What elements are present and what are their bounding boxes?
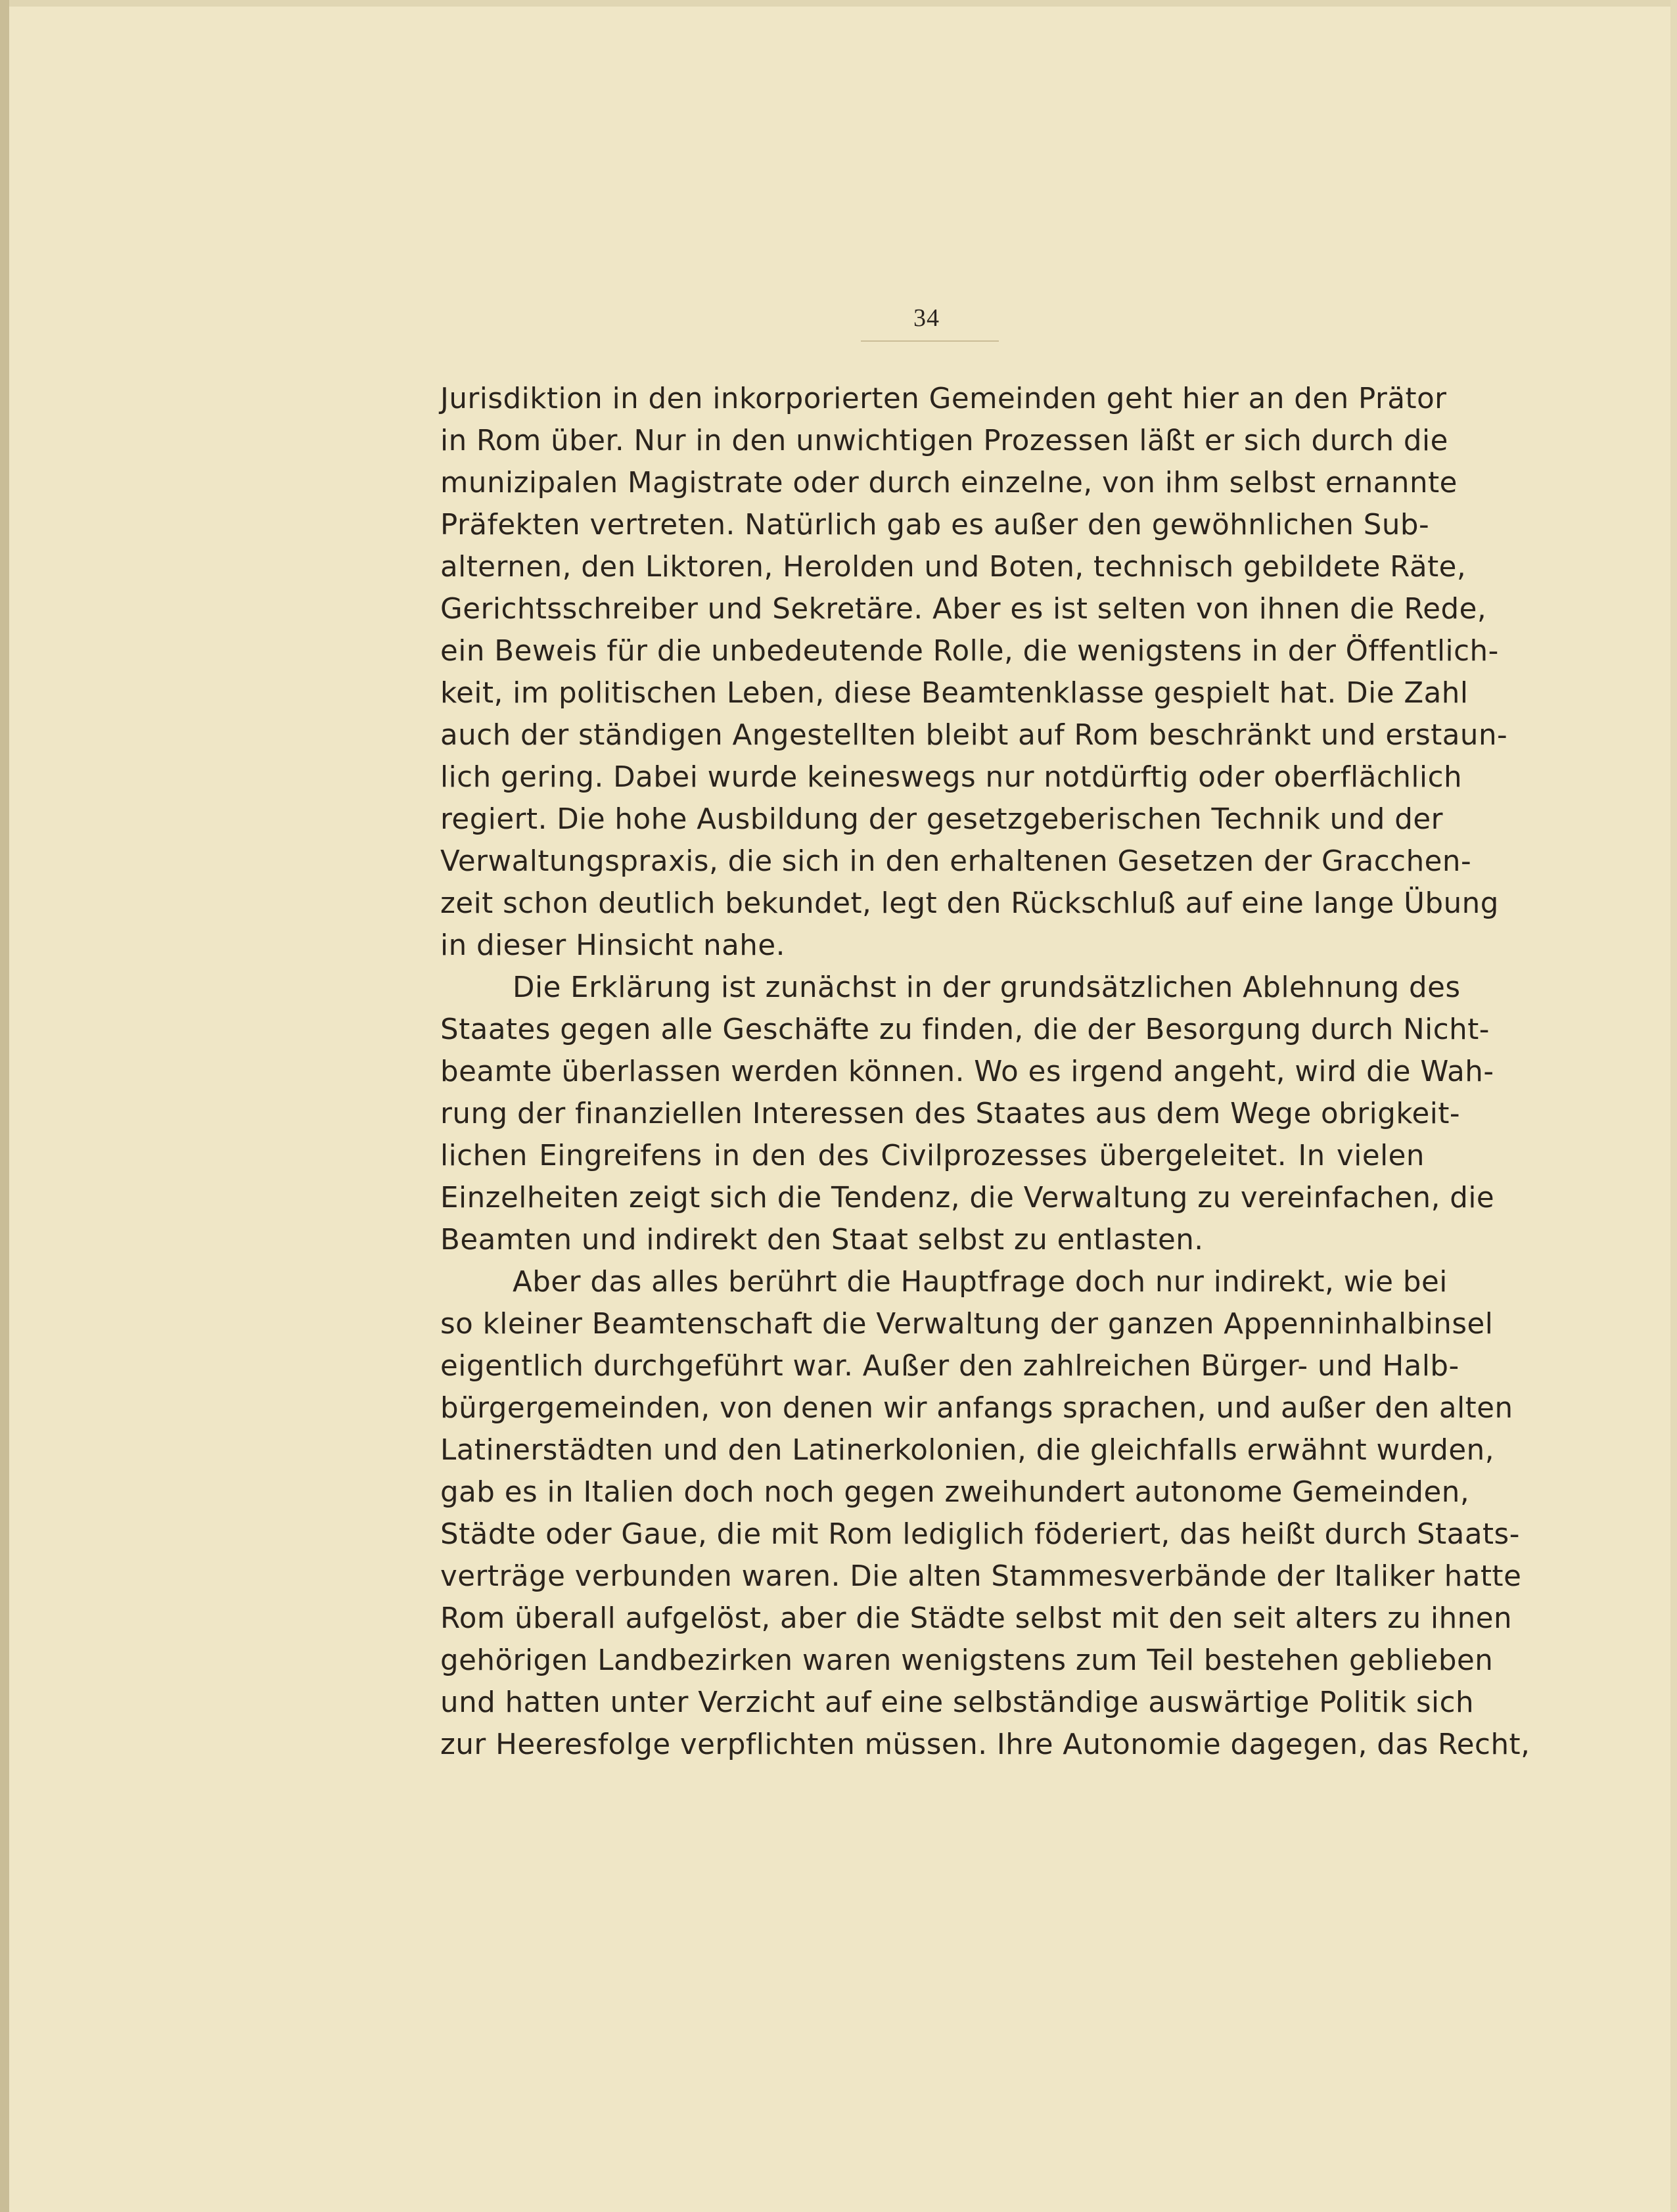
text-line: regiert. Die hohe Ausbildung der gesetzgeberischen Technik und der xyxy=(440,803,1443,836)
text-line: munizipalen Magistrate oder durch einzelne, von ihm selbst ernannte xyxy=(440,467,1458,499)
text-line: Staates gegen alle Geschäfte zu finden, die der Besorgung durch Nicht- xyxy=(440,1013,1490,1046)
text-line: lichen Eingreifens in den des Civilprozesses übergeleitet. In vielen xyxy=(440,1140,1425,1172)
text-line: in Rom über. Nur in den unwichtigen Prozessen läßt er sich durch die xyxy=(440,425,1448,457)
paragraph xyxy=(440,1261,1530,1766)
paragraph xyxy=(440,967,1495,1261)
text-line: Die Erklärung ist zunächst in der grundsätzlichen Ablehnung des xyxy=(513,971,1461,1004)
paper-edge-top xyxy=(0,0,1677,7)
text-line: Aber das alles berührt die Hauptfrage doch nur indirekt, wie bei xyxy=(513,1266,1448,1299)
paper-edge-right xyxy=(1670,0,1677,2212)
text-line: gehörigen Landbezirken waren wenigstens zum Teil bestehen geblieben xyxy=(440,1644,1494,1677)
text-line: ein Beweis für die unbedeutende Rolle, die wenigstens in der Öffentlich- xyxy=(440,635,1499,668)
text-line: zeit schon deutlich bekundet, legt den Rückschluß auf eine lange Übung xyxy=(440,887,1499,920)
text-line: Präfekten vertreten. Natürlich gab es außer den gewöhnlichen Sub- xyxy=(440,509,1430,541)
text-line: Gerichtsschreiber und Sekretäre. Aber es ist selten von ihnen die Rede, xyxy=(440,593,1487,626)
text-line: Städte oder Gaue, die mit Rom lediglich föderiert, das heißt durch Staats- xyxy=(440,1518,1520,1551)
text-line: Einzelheiten zeigt sich die Tendenz, die Verwaltung zu vereinfachen, die xyxy=(440,1182,1495,1214)
text-line: lich gering. Dabei wurde keineswegs nur notdürftig oder oberflächlich xyxy=(440,761,1463,794)
text-line: eigentlich durchgeführt war. Außer den zahlreichen Bürger- und Halb- xyxy=(440,1350,1459,1383)
text-line: in dieser Hinsicht nahe. xyxy=(440,929,785,962)
text-line: verträge verbunden waren. Die alten Stammesverbände der Italiker hatte xyxy=(440,1560,1522,1593)
text-line: gab es in Italien doch noch gegen zweihundert autonome Gemeinden, xyxy=(440,1476,1470,1509)
paragraph xyxy=(440,378,1508,967)
page-number: 34 xyxy=(913,304,940,332)
text-line: Beamten und indirekt den Staat selbst zu entlasten. xyxy=(440,1224,1204,1256)
text-line: bürgergemeinden, von denen wir anfangs sprachen, und außer den alten xyxy=(440,1392,1513,1425)
text-line: alternen, den Liktoren, Herolden und Boten, technisch gebildete Räte, xyxy=(440,551,1467,584)
body-text xyxy=(440,378,1530,1766)
text-line: auch der ständigen Angestellten bleibt auf Rom beschränkt und erstaun- xyxy=(440,719,1508,752)
text-line: keit, im politischen Leben, diese Beamtenklasse gespielt hat. Die Zahl xyxy=(440,677,1469,710)
text-line: Verwaltungspraxis, die sich in den erhaltenen Gesetzen der Gracchen- xyxy=(440,845,1472,878)
text-line: zur Heeresfolge verpflichten müssen. Ihre Autonomie dagegen, das Recht, xyxy=(440,1728,1530,1761)
paper-edge-left xyxy=(0,0,9,2212)
text-line: Jurisdiktion in den inkorporierten Gemeinden geht hier an den Prätor xyxy=(440,382,1447,415)
text-line: Rom überall aufgelöst, aber die Städte selbst mit den seit alters zu ihnen xyxy=(440,1602,1513,1635)
text-line: und hatten unter Verzicht auf eine selbständige auswärtige Politik sich xyxy=(440,1686,1475,1719)
text-line: beamte überlassen werden können. Wo es irgend angeht, wird die Wah- xyxy=(440,1055,1494,1088)
text-line: Latinerstädten und den Latinerkolonien, die gleichfalls erwähnt wurden, xyxy=(440,1434,1495,1467)
text-line: so kleiner Beamtenschaft die Verwaltung der ganzen Appenninhalbinsel xyxy=(440,1308,1494,1341)
text-line: rung der finanziellen Interessen des Staates aus dem Wege obrigkeit- xyxy=(440,1097,1461,1130)
page-number-rule xyxy=(861,340,999,342)
